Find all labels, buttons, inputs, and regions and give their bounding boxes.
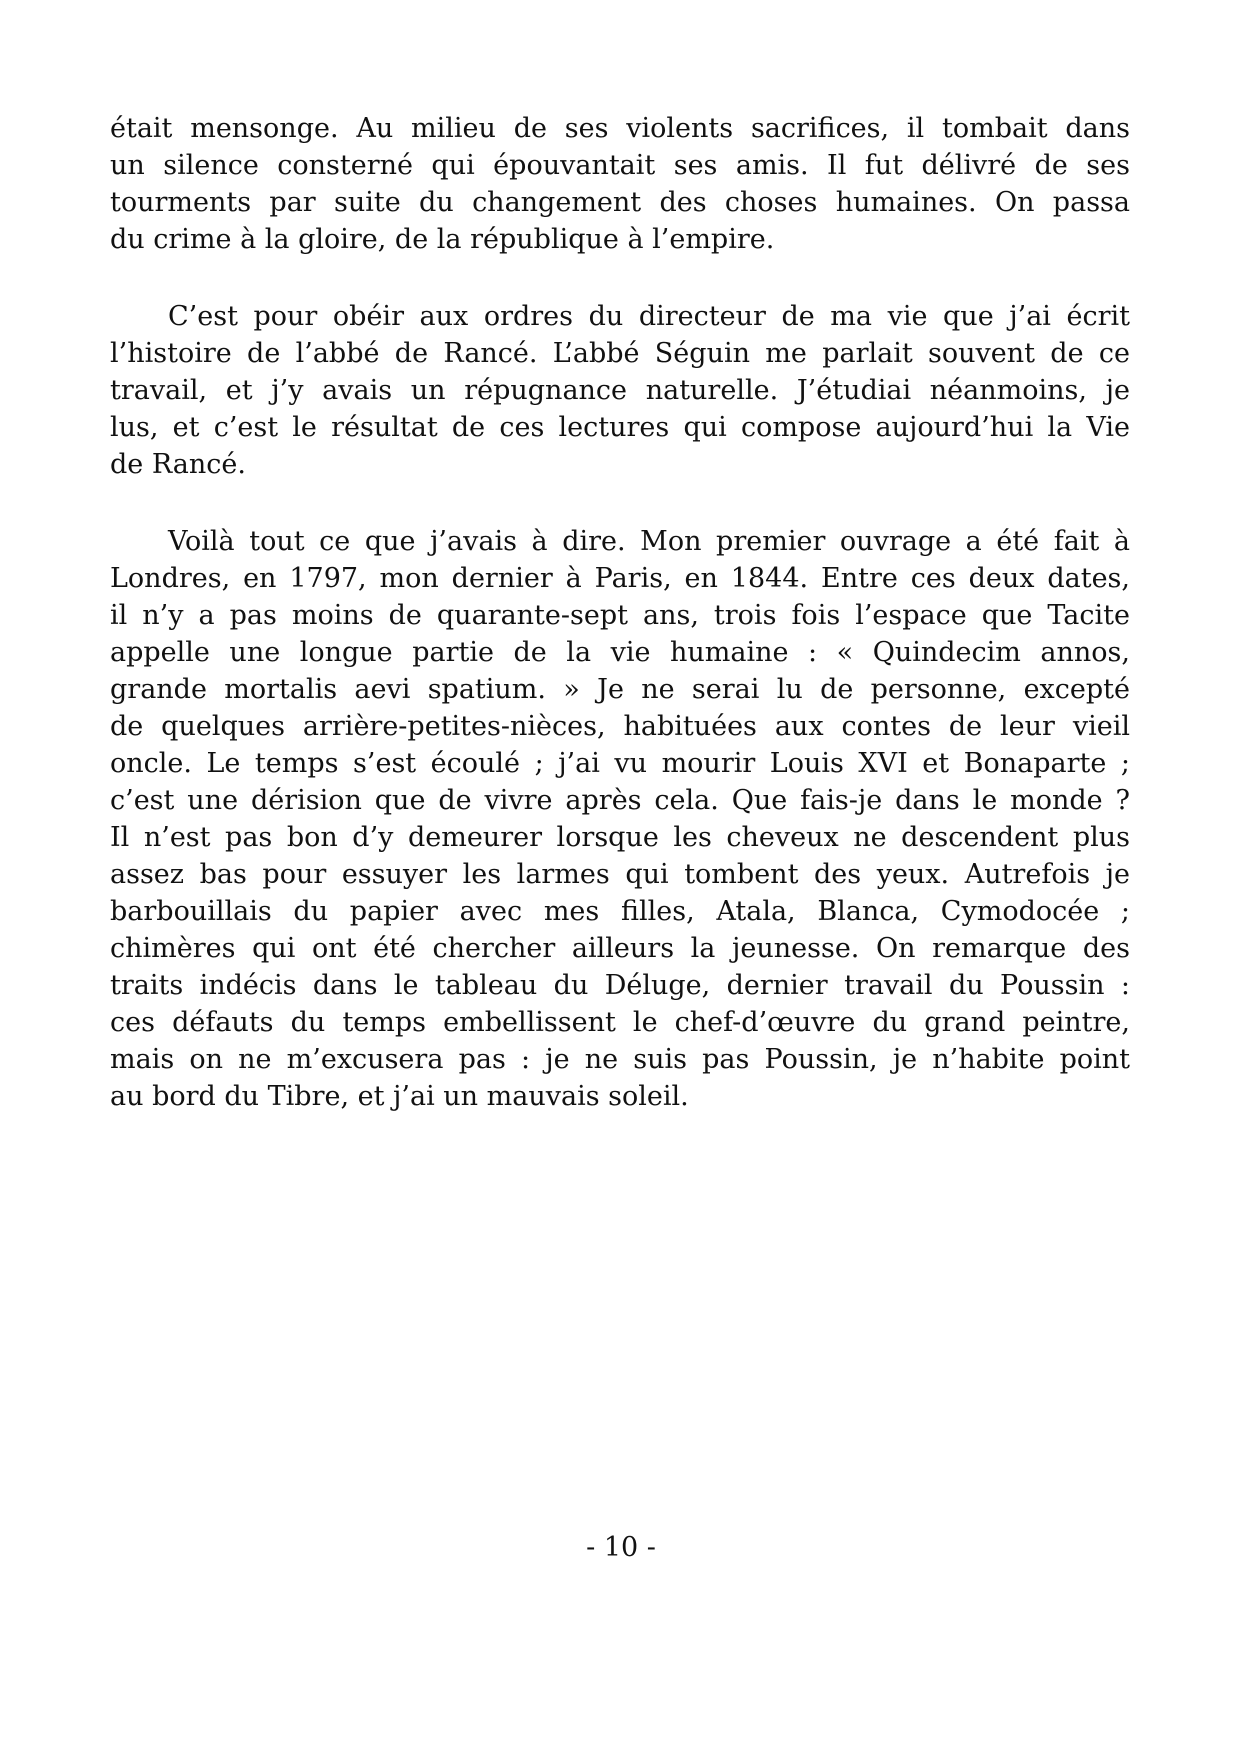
text-line: assez bas pour essuyer les larmes qui tombent des yeux. Autrefois je	[110, 859, 1130, 890]
paragraph	[110, 298, 1130, 483]
text-line: barbouillais du papier avec mes filles, Atala, Blanca, Cymodocée ;	[110, 896, 1130, 927]
text-line: il n’y a pas moins de quarante-sept ans, trois fois l’espace que Tacite	[110, 600, 1130, 631]
text-line: de quelques arrière-petites-nièces, habituées aux contes de leur vieil	[110, 711, 1130, 742]
text-line: tourments par suite du changement des choses humaines. On passa	[110, 187, 1130, 218]
text-line: lus, et c’est le résultat de ces lectures qui compose aujourd’hui la Vie	[110, 412, 1130, 443]
text-line: l’histoire de l’abbé de Rancé. L’abbé Séguin me parlait souvent de ce	[110, 338, 1130, 369]
text-line: Voilà tout ce que j’avais à dire. Mon premier ouvrage a été fait à	[168, 526, 1130, 557]
text-line: ces défauts du temps embellissent le chef-d’œuvre du grand peintre,	[110, 1007, 1130, 1038]
text-line: du crime à la gloire, de la république à l’empire.	[110, 224, 775, 255]
text-line: était mensonge. Au milieu de ses violents sacrifices, il tombait dans	[110, 113, 1130, 144]
text-line: traits indécis dans le tableau du Déluge, dernier travail du Poussin :	[110, 970, 1130, 1001]
text-line: mais on ne m’excusera pas : je ne suis pas Poussin, je n’habite point	[110, 1044, 1130, 1075]
text-line: Londres, en 1797, mon dernier à Paris, en 1844. Entre ces deux dates,	[110, 563, 1130, 594]
text-line: un silence consterné qui épouvantait ses amis. Il fut délivré de ses	[110, 150, 1130, 181]
text-line: oncle. Le temps s’est écoulé ; j’ai vu mourir Louis XVI et Bonaparte ;	[110, 748, 1130, 779]
paragraph	[110, 523, 1130, 1115]
text-line: grande mortalis aevi spatium. » Je ne serai lu de personne, excepté	[110, 674, 1130, 705]
page-number: - 10 -	[586, 1532, 656, 1563]
text-line: C’est pour obéir aux ordres du directeur de ma vie que j’ai écrit	[168, 301, 1130, 332]
text-line: Il n’est pas bon d’y demeurer lorsque les cheveux ne descendent plus	[110, 822, 1130, 853]
text-line: au bord du Tibre, et j’ai un mauvais soleil.	[110, 1081, 689, 1112]
page-body	[110, 110, 1130, 1155]
text-line: c’est une dérision que de vivre après cela. Que fais-je dans le monde ?	[110, 785, 1130, 816]
text-line: travail, et j’y avais un répugnance naturelle. J’étudiai néanmoins, je	[110, 375, 1130, 406]
text-line: appelle une longue partie de la vie humaine : « Quindecim annos,	[110, 637, 1130, 668]
text-line: chimères qui ont été chercher ailleurs la jeunesse. On remarque des	[110, 933, 1130, 964]
text-line: de Rancé.	[110, 449, 246, 480]
paragraph	[110, 110, 1130, 258]
